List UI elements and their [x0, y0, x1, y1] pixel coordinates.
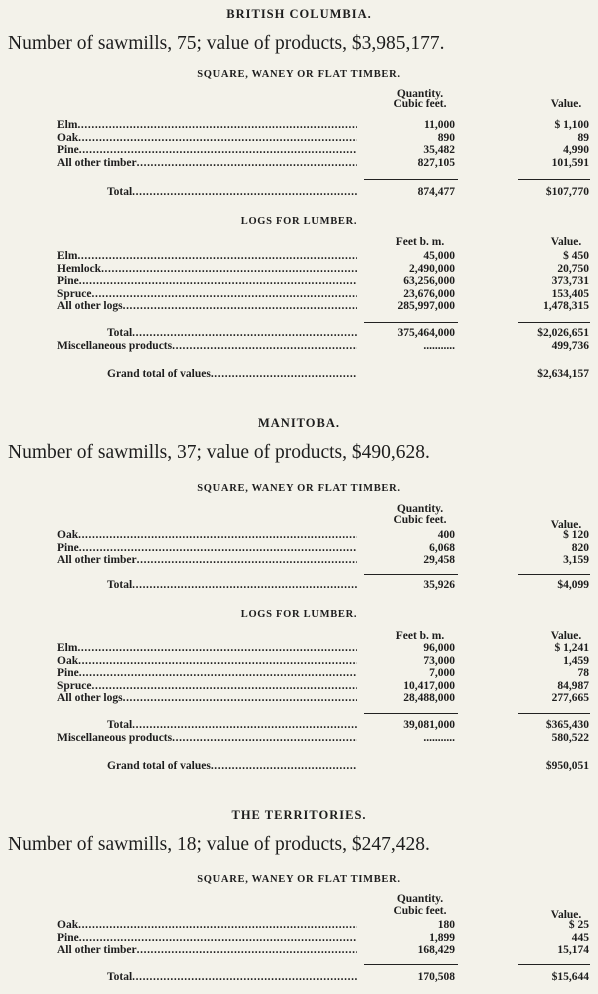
row-quantity: 23,676,000	[403, 287, 455, 300]
row-value: $4,099	[557, 579, 589, 591]
row-label: Total .....	[107, 720, 357, 731]
row-value: 101,591	[551, 156, 589, 169]
table-title: LOGS FOR LUMBER.	[240, 609, 358, 620]
row-value: 3,159	[563, 554, 589, 566]
row-value: 445	[571, 931, 589, 944]
row-label: Grand total of values .....	[107, 369, 357, 380]
row-value: 89	[577, 131, 589, 144]
value-rule	[518, 964, 590, 965]
value-rule	[518, 574, 590, 575]
section-headline: Number of sawmills, 18; value of products, $247,428.	[8, 834, 430, 855]
table-row	[0, 251, 598, 262]
row-quantity: 2,490,000	[409, 262, 455, 275]
row-quantity: 400	[437, 529, 455, 541]
table-title: SQUARE, WANEY OR FLAT TIMBER.	[197, 69, 401, 80]
row-value: $ 1,100	[554, 119, 589, 131]
row-quantity: 7,000	[429, 667, 455, 679]
table-row	[0, 187, 598, 198]
row-label: Pine .....	[57, 933, 357, 944]
row-quantity: 1,899	[429, 931, 455, 944]
row-value: $950,051	[545, 760, 589, 772]
row-quantity: 827,105	[417, 156, 455, 169]
row-label: Pine .....	[57, 276, 357, 287]
row-value: $2,634,157	[537, 368, 589, 380]
units-header: Cubic feet.	[393, 514, 447, 526]
row-quantity: 96,000	[423, 642, 455, 654]
row-label: Oak .....	[57, 530, 357, 541]
row-quantity: 170,508	[417, 971, 455, 983]
row-label: Elm .....	[57, 251, 357, 262]
row-label: Oak .....	[57, 920, 357, 931]
table-row	[0, 720, 598, 731]
table-row	[0, 580, 598, 591]
value-rule	[518, 322, 590, 323]
table-row	[0, 920, 598, 931]
row-value: $ 25	[568, 919, 589, 931]
row-value: 499,736	[551, 340, 589, 352]
section-title: BRITISH COLUMBIA.	[226, 7, 372, 21]
units-header: Cubic feet.	[393, 905, 447, 917]
row-quantity: 890	[437, 131, 455, 144]
row-quantity: 39,081,000	[403, 719, 455, 731]
row-quantity: 28,488,000	[403, 692, 455, 704]
table-row	[0, 681, 598, 692]
row-quantity: 29,458	[423, 554, 455, 566]
row-quantity: 285,997,000	[397, 300, 455, 312]
row-label: Oak .....	[57, 133, 357, 144]
table-row	[0, 733, 598, 744]
table-title: SQUARE, WANEY OR FLAT TIMBER.	[197, 483, 401, 494]
row-label: Miscellaneous products .....	[57, 733, 357, 744]
row-value: $15,644	[551, 971, 589, 983]
value-rule	[518, 179, 590, 180]
row-label: Pine .....	[57, 145, 357, 156]
row-quantity: 168,429	[417, 944, 455, 956]
row-value: 20,750	[557, 262, 589, 275]
row-label: Grand total of values .....	[107, 761, 357, 772]
row-label: Pine .....	[57, 668, 357, 679]
row-value: 84,987	[557, 679, 589, 692]
quantity-rule	[364, 964, 458, 965]
row-value: 820	[571, 541, 589, 554]
table-title: LOGS FOR LUMBER.	[240, 216, 358, 227]
table-row	[0, 133, 598, 144]
row-label: Total .....	[107, 972, 357, 983]
row-quantity: 73,000	[423, 654, 455, 667]
row-quantity: 35,926	[423, 579, 455, 591]
row-quantity: 874,477	[417, 186, 455, 198]
row-quantity: 375,464,000	[397, 327, 455, 339]
table-row	[0, 369, 598, 380]
row-quantity: 63,256,000	[403, 275, 455, 287]
table-row	[0, 264, 598, 275]
row-value: 1,478,315	[543, 300, 589, 312]
row-value: 580,522	[551, 732, 589, 744]
table-row	[0, 668, 598, 679]
quantity-header-line: Quantity.	[396, 88, 444, 100]
row-label: All other timber .....	[57, 945, 357, 956]
units-header: Cubic feet.	[393, 98, 447, 110]
quantity-rule	[364, 179, 458, 180]
row-value: $365,430	[545, 719, 589, 731]
section-headline: Number of sawmills, 37; value of products, $490,628.	[8, 442, 430, 463]
table-row	[0, 276, 598, 287]
row-value: $ 120	[563, 529, 589, 541]
row-label: Spruce .....	[57, 681, 357, 692]
row-label: All other timber .....	[57, 158, 357, 169]
table-row	[0, 341, 598, 352]
table-row	[0, 301, 598, 312]
row-quantity: 180	[437, 919, 455, 931]
value-header: Value.	[550, 519, 582, 531]
row-value: 373,731	[551, 275, 589, 287]
section-title: THE TERRITORIES.	[231, 808, 367, 822]
table-row	[0, 530, 598, 541]
quantity-header	[380, 894, 460, 904]
row-label: All other timber .....	[57, 555, 357, 566]
row-label: Total .....	[107, 580, 357, 591]
value-rule	[518, 713, 590, 714]
table-row	[0, 693, 598, 704]
table-row	[0, 945, 598, 956]
quantity-rule	[364, 713, 458, 714]
row-value: 153,405	[551, 287, 589, 300]
row-value: $ 1,241	[554, 642, 589, 654]
table-row	[0, 543, 598, 554]
row-quantity: ...........	[423, 732, 455, 744]
section-title: MANITOBA.	[257, 416, 341, 430]
row-label: Total .....	[107, 187, 357, 198]
row-quantity: 6,068	[429, 541, 455, 554]
quantity-rule	[364, 322, 458, 323]
row-quantity: 11,000	[424, 119, 455, 131]
table-row	[0, 656, 598, 667]
table-row	[0, 120, 598, 131]
row-value: 4,990	[563, 144, 589, 156]
row-value: 277,665	[551, 692, 589, 704]
row-value: 15,174	[557, 944, 589, 956]
table-row	[0, 158, 598, 169]
row-value: $107,770	[545, 186, 589, 198]
feet-header: Feet b. m.	[395, 630, 445, 642]
row-quantity: ...........	[423, 340, 455, 352]
row-quantity: 45,000	[423, 250, 455, 262]
quantity-header	[380, 504, 460, 514]
table-row	[0, 289, 598, 300]
row-value: $2,026,651	[537, 327, 589, 339]
row-label: All other logs .....	[57, 301, 357, 312]
table-row	[0, 555, 598, 566]
row-quantity: 35,482	[423, 144, 455, 156]
row-quantity: 10,417,000	[403, 679, 455, 692]
table-row	[0, 972, 598, 983]
row-value: $ 450	[563, 250, 589, 262]
section-headline: Number of sawmills, 75; value of products, $3,985,177.	[8, 33, 445, 54]
row-label: All other logs .....	[57, 693, 357, 704]
value-header: Value.	[550, 98, 582, 110]
row-label: Spruce .....	[57, 289, 357, 300]
row-label: Total .....	[107, 328, 357, 339]
row-label: Elm .....	[57, 120, 357, 131]
table-row	[0, 933, 598, 944]
row-label: Hemlock .....	[57, 264, 357, 275]
value-header: Value.	[550, 236, 582, 248]
row-value: 78	[577, 667, 589, 679]
quantity-rule	[364, 574, 458, 575]
table-row	[0, 328, 598, 339]
row-label: Oak .....	[57, 656, 357, 667]
row-value: 1,459	[563, 654, 589, 667]
table-row	[0, 761, 598, 772]
row-label: Pine .....	[57, 543, 357, 554]
quantity-header-line: Quantity.	[396, 893, 444, 905]
table-row	[0, 643, 598, 654]
table-title: SQUARE, WANEY OR FLAT TIMBER.	[197, 874, 401, 885]
quantity-header-line: Quantity.	[396, 503, 444, 515]
row-label: Miscellaneous products .....	[57, 341, 357, 352]
value-header: Value.	[550, 909, 582, 921]
value-header: Value.	[550, 630, 582, 642]
table-row	[0, 145, 598, 156]
feet-header: Feet b. m.	[395, 236, 445, 248]
row-label: Elm .....	[57, 643, 357, 654]
